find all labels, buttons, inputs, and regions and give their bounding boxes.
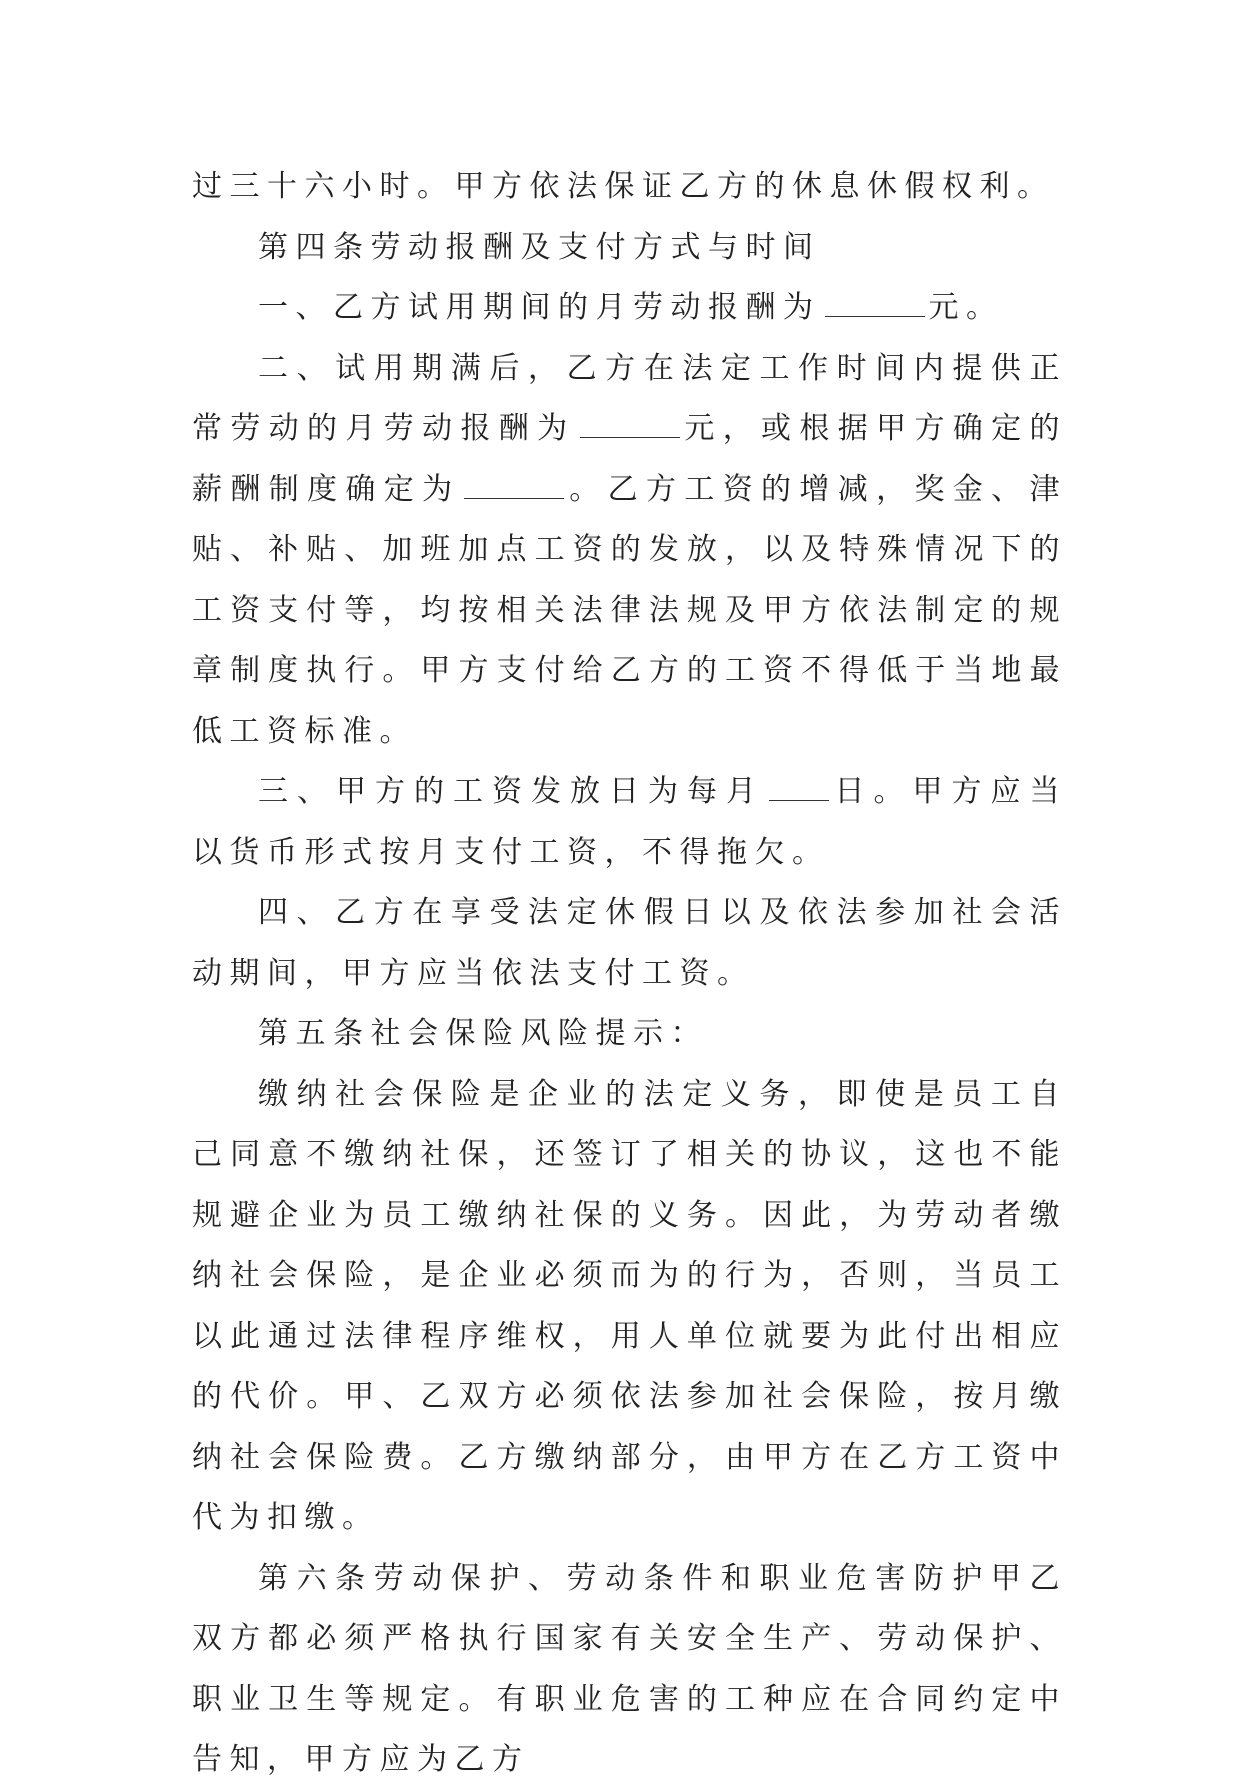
article-5-heading [192, 1004, 1067, 1065]
article-4-clause-4 [192, 883, 1067, 1004]
clause-text: 四、乙方在享受法定休假日以及依法参加社会活动期间，甲方应当依法支付工资。 [192, 895, 1067, 991]
article-6-body [192, 1549, 1067, 1791]
clause-text: 元，或根据甲方确定的薪酬制度确定为 [192, 411, 1067, 507]
clause-text: 元。 [928, 290, 1004, 325]
clause-text: 一、乙方试用期间的月劳动报酬为 [258, 290, 821, 325]
heading-text: 第四条劳动报酬及支付方式与时间 [258, 229, 821, 265]
fill-in-blank [825, 292, 925, 317]
fill-in-blank [464, 474, 564, 499]
fill-in-blank [769, 776, 829, 801]
article-4-heading [192, 218, 1067, 279]
clause-text: 。乙方工资的增减，奖金、津贴、补贴、加班加点工资的发放，以及特殊情况下的工资支付等，均按相关法律法规及甲方依法制定的规章制度执行。甲方支付给乙方的工资不得低于当地最低工资标准。 [192, 471, 1068, 749]
clause-text: 二、试用期满后，乙方在法定工作时间内提供正常劳动的月劳动报酬为 [192, 350, 1067, 446]
paragraph-text: 过三十六小时。甲方依法保证乙方的休息休假权利。 [192, 169, 1055, 204]
article-4-clause-3 [192, 762, 1067, 883]
clause-text: 三、甲方的工资发放日为每月 [258, 774, 765, 809]
paragraph-text: 缴纳社会保险是企业的法定义务，即使是员工自己同意不缴纳社保，还签订了相关的协议，这也不能规避企业为员工缴纳社保的义务。因此，为劳动者缴纳社会保险，是企业必须而为的行为，否则，当员工以此通过法律程序维权，用人单位就要为此付出相应的代价。甲、乙双方必须依法参加社会保险，按月缴纳社会保险费。乙方缴纳部分，由甲方在乙方工资中代为扣缴。 [192, 1076, 1067, 1535]
article-5-body [192, 1065, 1067, 1549]
fill-in-blank [580, 413, 680, 438]
paragraph-continuation [192, 157, 1067, 218]
heading-text: 第五条社会保险风险提示： [258, 1016, 708, 1051]
paragraph-text: 第六条劳动保护、劳动条件和职业危害防护甲乙双方都必须严格执行国家有关安全生产、劳动保护、职业卫生等规定。有职业危害的工种应在合同约定中告知，甲方应为乙方 [192, 1560, 1067, 1777]
document-body [192, 157, 1067, 1791]
article-4-clause-1 [192, 278, 1067, 339]
article-4-clause-2 [192, 339, 1067, 763]
clause-text: 日。甲方应当以货币形式按月支付工资，不得拖欠。 [192, 774, 1067, 870]
